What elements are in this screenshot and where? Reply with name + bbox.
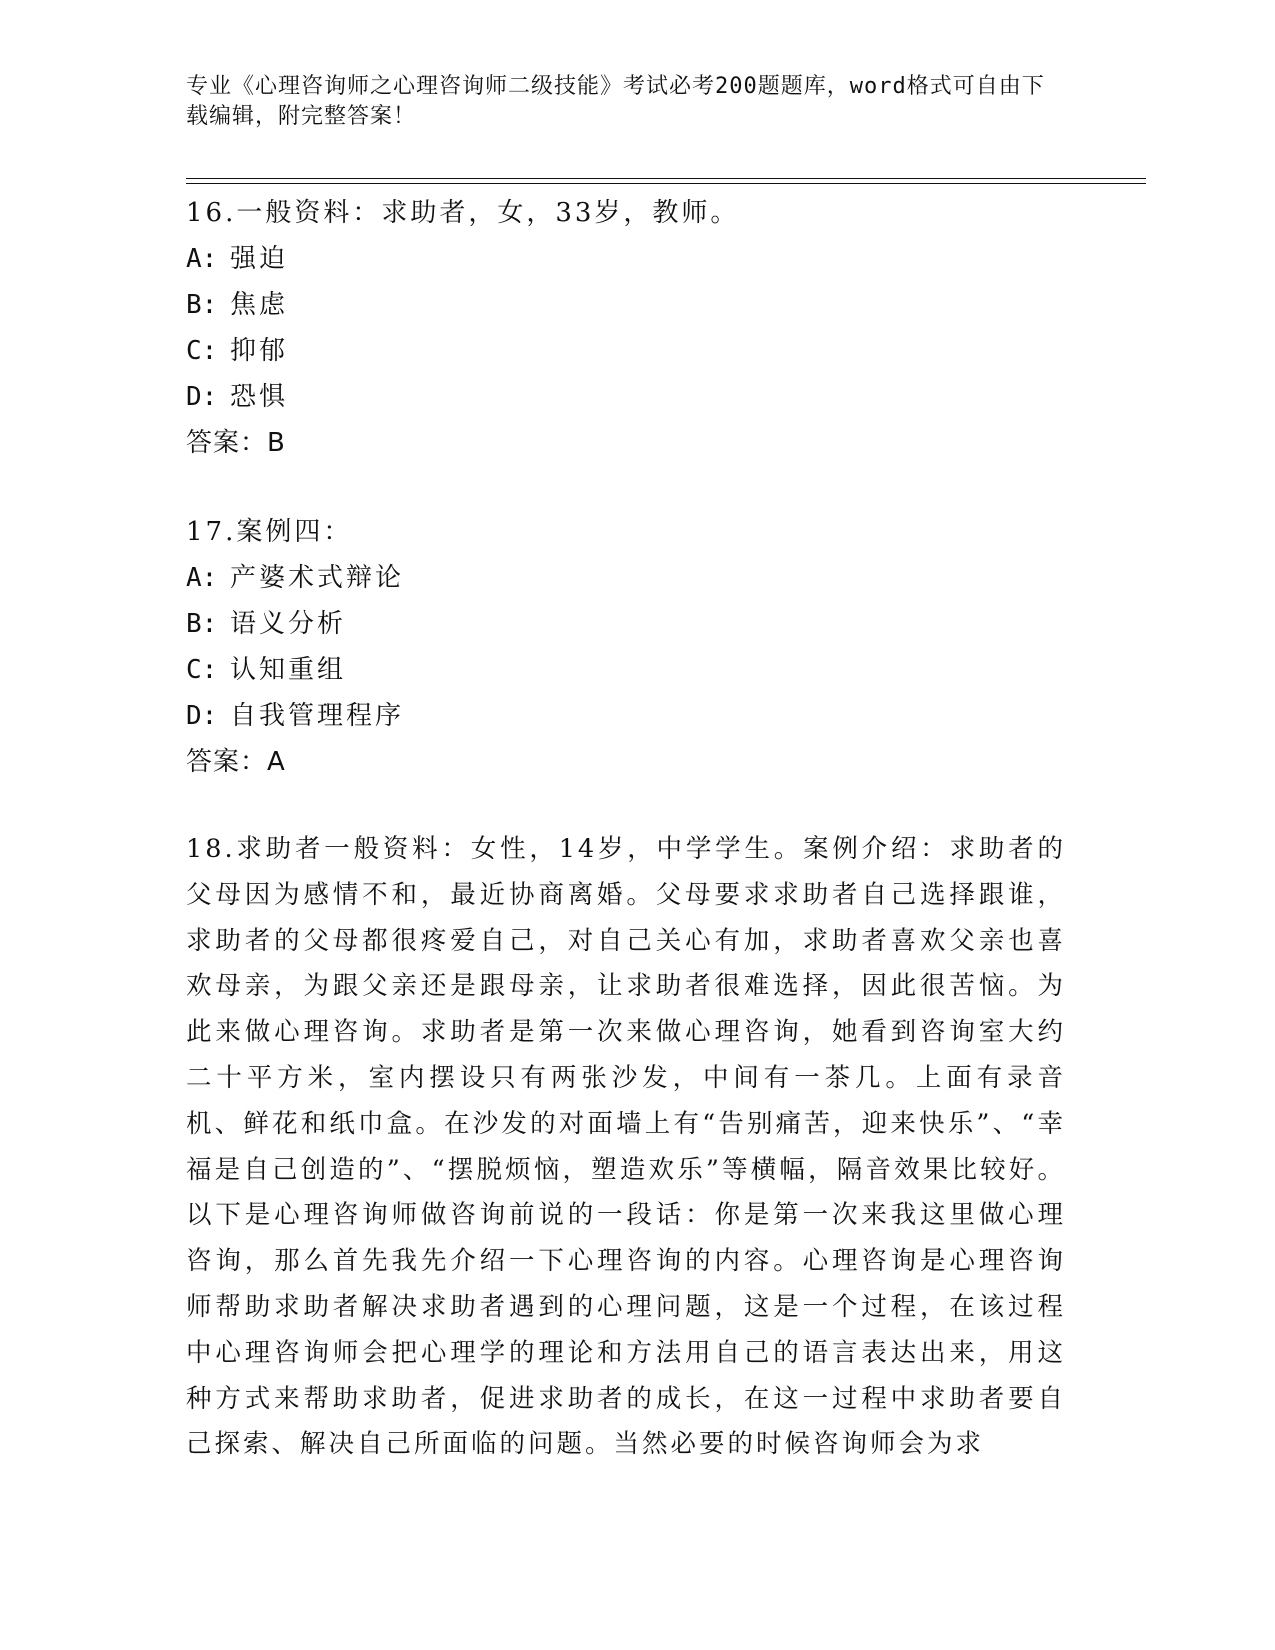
option-letter: C:: [186, 336, 218, 366]
option-c: [186, 328, 1086, 374]
option-text: 抑郁: [230, 336, 289, 366]
option-b: [186, 601, 1086, 647]
option-letter: D:: [186, 382, 218, 412]
option-letter: A:: [186, 563, 218, 593]
option-text: 自我管理程序: [230, 701, 405, 731]
question-18: [186, 827, 1066, 1468]
option-text: 产婆术式辩论: [230, 563, 405, 593]
question-17: [186, 509, 1086, 785]
answer-line: 答案：B: [186, 428, 286, 458]
option-letter: B:: [186, 609, 218, 639]
option-b: [186, 282, 1086, 328]
question-16: [186, 190, 1086, 466]
option-letter: A:: [186, 244, 218, 274]
option-d: [186, 374, 1086, 420]
header-divider-top: [186, 178, 1146, 179]
answer-line: 答案：A: [186, 747, 286, 777]
question-stem: 17.案例四：: [186, 517, 353, 547]
question-stem: 18.求助者一般资料：女性，14岁，中学学生。案例介绍：求助者的父母因为感情不和，最近协商离婚。父母要求求助者自己选择跟谁，求助者的父母都很疼爱自己，对自己关心有加，求助者喜欢父亲也喜欢母亲，为跟父亲还是跟母亲，让求助者很难选择，因此很苦恼。为此来做心理咨询。求助者是第一次来做心理咨询，她看到咨询室大约二十平方米，室内摆设只有两张沙发，中间有一茶几。上面有录音机、鲜花和纸巾盒。在沙发的对面墙上有“告别痛苦，迎来快乐”、“幸福是自己创造的”、“摆脱烦恼，塑造欢乐”等横幅，隔音效果比较好。以下是心理咨询师做咨询前说的一段话：你是第一次来我这里做心理咨询，那么首先我先介绍一下心理咨询的内容。心理咨询是心理咨询师帮助求助者解决求助者遇到的心理问题，这是一个过程，在该过程中心理咨询师会把心理学的理论和方法用自己的语言表达出来，用这种方式来帮助求助者，促进求助者的成长，在这一过程中求助者要自己探索、解决自己所面临的问题。当然必要的时候咨询师会为求: [186, 834, 1066, 1460]
option-letter: D:: [186, 701, 218, 731]
option-letter: B:: [186, 290, 218, 320]
option-text: 恐惧: [230, 382, 289, 412]
document-header: 专业《心理咨询师之心理咨询师二级技能》考试必考200题题库，word格式可自由下载编辑，附完整答案！: [186, 74, 1045, 129]
option-text: 焦虑: [230, 290, 289, 320]
question-stem: 16.一般资料：求助者，女，33岁，教师。: [186, 198, 740, 228]
option-text: 语义分析: [230, 609, 347, 639]
option-a: [186, 236, 1086, 282]
header-divider-bottom: [186, 183, 1146, 184]
option-a: [186, 555, 1086, 601]
option-text: 认知重组: [230, 655, 347, 685]
option-c: [186, 647, 1086, 693]
option-d: [186, 693, 1086, 739]
option-letter: C:: [186, 655, 218, 685]
option-text: 强迫: [230, 244, 289, 274]
